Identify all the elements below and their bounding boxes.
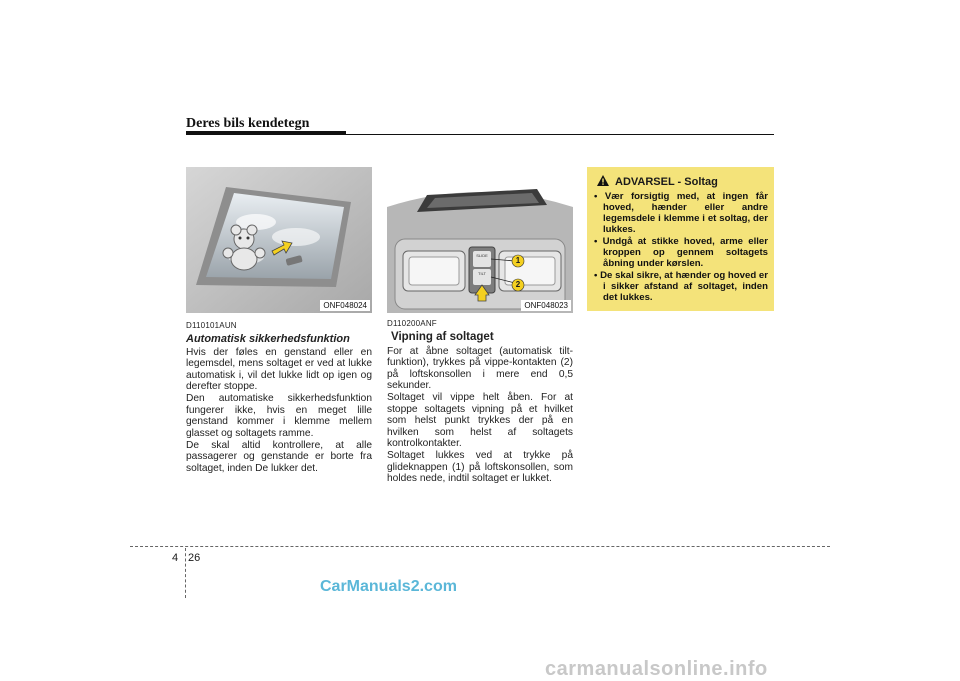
paragraph: Soltaget vil vippe helt åben. For at stoppe soltagets vipning på et hvilket som helst punkt trykkes der på en hvilken som helst af soltagets kontrolkontakter.	[387, 392, 573, 450]
callout-1: 1	[515, 256, 521, 265]
paragraph: De skal altid kontrollere, at alle passagerer og genstande er borte fra soltaget, inden De lukker det.	[186, 440, 372, 474]
left-text-column	[186, 320, 372, 475]
paragraph: Soltaget lukkes ved at trykke på glideknappen (1) på loftskonsollen, som holdes nede, indtil soltaget er lukket.	[387, 450, 573, 485]
sunroof-safety-illustration	[186, 167, 372, 313]
page-header-title: Deres bils kendetegn	[186, 116, 310, 131]
paragraph: Hvis der føles en genstand eller en legemsdel, mens soltaget er ved at lukke automatisk i, vil det lukke lidt op igen og derefter stoppe.	[186, 346, 372, 393]
paragraph: For at åbne soltaget (automatisk tilt-funktion), trykkes på vippe-kontakten (2) på loftskonsollen i mere end 0,5 sekunder.	[387, 345, 573, 392]
section-heading: Automatisk sikkerhedsfunktion	[186, 333, 350, 346]
watermark-link[interactable]: CarManuals2.com	[320, 578, 457, 595]
switch-label-slide: SLIDE	[476, 253, 488, 258]
warning-item: • Vær forsigtig med, at ingen får hoved, hænder eller andre legemsdele i klemme i et soltag, der lukkes.	[594, 191, 768, 235]
warning-title-row	[593, 175, 768, 189]
middle-text-column	[387, 318, 573, 486]
sunroof-safety-drawing	[186, 167, 372, 313]
section-code: D110101AUN	[186, 321, 237, 330]
page-number: 26	[188, 552, 201, 564]
warning-title: ADVARSEL - Soltag	[615, 176, 718, 188]
figure-label-left: ONF048024	[320, 300, 370, 311]
bottom-watermark: carmanualsonline.info	[545, 658, 768, 680]
section-code: D110200ANF	[387, 319, 437, 328]
header-rule	[186, 131, 346, 135]
figure-label-right: ONF048023	[521, 300, 571, 311]
warning-list	[593, 191, 768, 303]
warning-box	[587, 167, 774, 311]
callout-2: 2	[515, 280, 521, 289]
footer-vertical-rule	[185, 548, 186, 598]
footer-rule	[130, 546, 830, 547]
overhead-console-drawing	[387, 167, 573, 313]
warning-item: • De skal sikre, at hænder og hoved er i sikker afstand af soltaget, inden det lukkes.	[594, 270, 768, 303]
header-rule-thin	[346, 134, 774, 135]
switch-label-tilt: TILT	[478, 271, 486, 276]
section-heading: Vipning af soltaget	[391, 331, 494, 344]
overhead-console-illustration	[387, 167, 573, 313]
paragraph: Den automatiske sikkerhedsfunktion fungerer ikke, hvis en meget lille genstand kommer i klemme mellem glasset og soltagets ramme.	[186, 393, 372, 439]
section-number: 4	[172, 552, 179, 564]
warning-icon	[597, 175, 609, 189]
warning-item: • Undgå at stikke hoved, arme eller kroppen op gennem soltagets åbning under kørslen.	[594, 236, 768, 269]
